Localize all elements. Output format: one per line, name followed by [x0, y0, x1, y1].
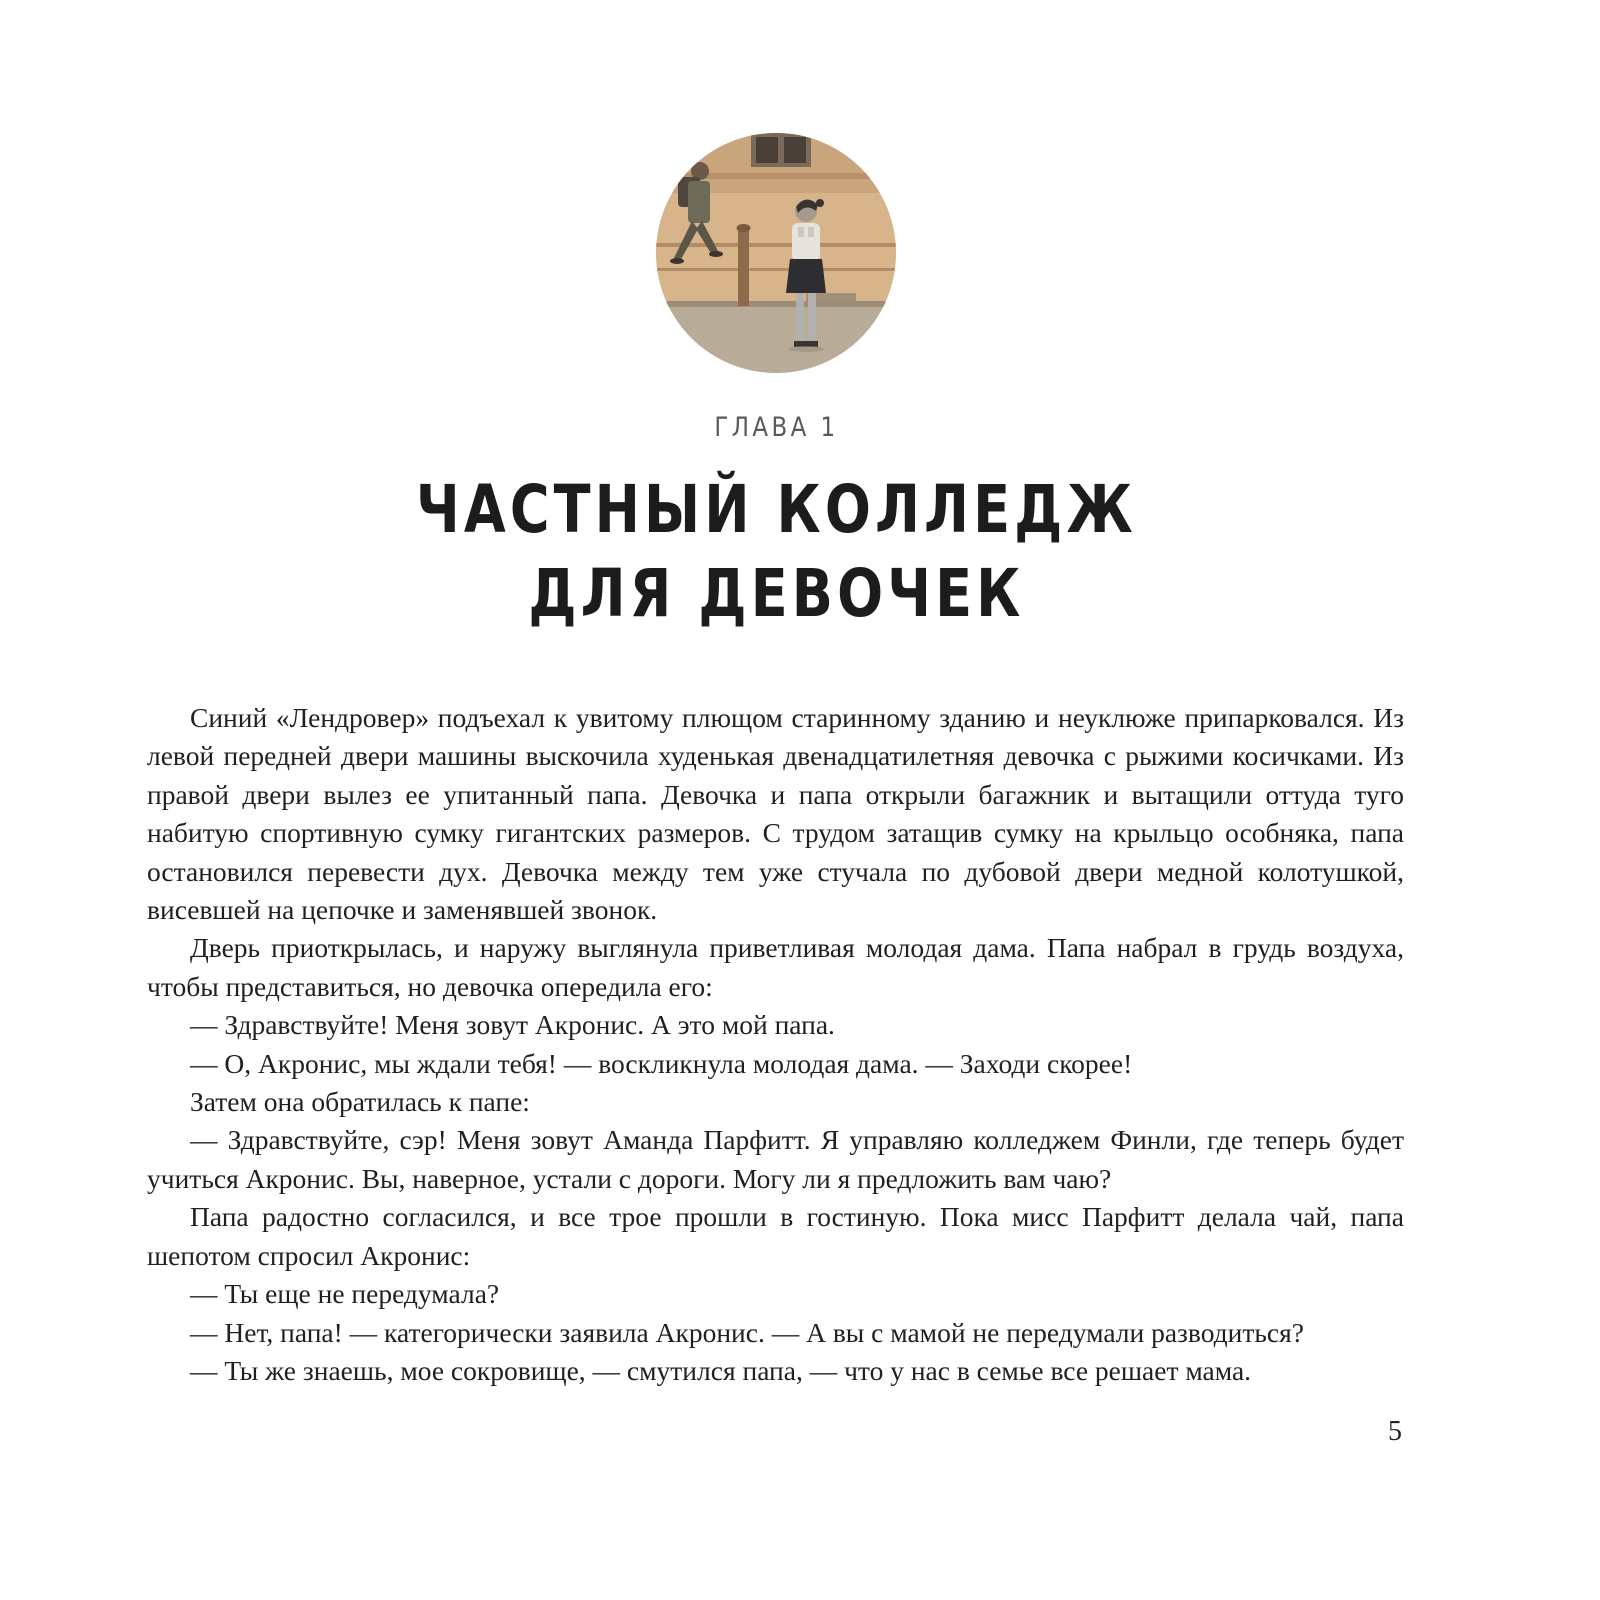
paragraph: — О, Акронис, мы ждали тебя! — воскликнула молодая дама. — Заходи скорее!: [190, 1047, 1133, 1079]
paragraph: — Ты же знаешь, мое сокровище, — смутился папа, — что у нас в семье все решает мама.: [190, 1354, 1252, 1386]
body-text: [147, 699, 1404, 1390]
chapter-title-line-2: ДЛЯ ДЕВОЧЕК: [528, 555, 1025, 632]
girl-with-man-street-illustration-icon: [656, 133, 896, 373]
paragraph: Затем она обратилась к папе:: [190, 1086, 530, 1118]
paragraph: Синий «Лендровер» подъехал к увитому плющом старинному зданию и неуклюже припарковался. Из левой передней двери машины выскочила худенькая двенадцатилетняя девочка с рыжими косичками. Из правой двери вылез ее упитанный папа. Девочка и папа открыли багажник и вытащили оттуда туго набитую спортивную сумку гигантских размеров. С трудом затащив сумку на крыльцо особняка, папа остановился перевести дух. Девочка между тем уже стучала по дубовой двери медной колотушкой, висевшей на цепочке и заменявшей звонок.: [147, 702, 1404, 926]
paragraph: Дверь приоткрылась, и наружу выглянула приветливая молодая дама. Папа набрал в грудь воздуха, чтобы представиться, но девочка опередила его:: [147, 932, 1404, 1002]
chapter-title-line-1: ЧАСТНЫЙ КОЛЛЕДЖ: [415, 471, 1137, 548]
paragraph: — Ты еще не передумала?: [190, 1278, 500, 1310]
paragraph: Папа радостно согласился, и все трое прошли в гостиную. Пока мисс Парфитт делала чай, папа шепотом спросил Акронис:: [147, 1201, 1404, 1271]
paragraph: — Здравствуйте! Меня зовут Акронис. А это мой папа.: [190, 1009, 835, 1041]
paragraph: — Нет, папа! — категорически заявила Акронис. — А вы с мамой не передумали разводиться?: [190, 1316, 1304, 1348]
chapter-illustration: [656, 133, 896, 373]
paragraph: — Здравствуйте, сэр! Меня зовут Аманда Парфитт. Я управляю колледжем Финли, где теперь будет учиться Акронис. Вы, наверное, устали с дороги. Могу ли я предложить вам чаю?: [147, 1124, 1404, 1194]
chapter-label: ГЛАВА 1: [714, 412, 839, 443]
chapter-title: [140, 468, 1413, 636]
page-number: 5: [1388, 1416, 1402, 1447]
